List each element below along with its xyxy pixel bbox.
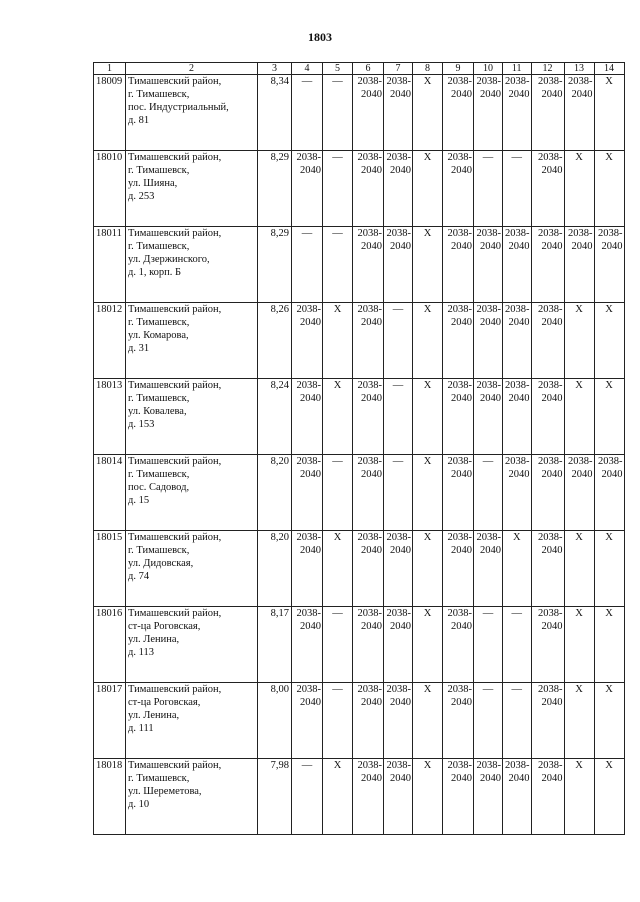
period-cell: — [384, 379, 413, 455]
column-header: 4 [292, 63, 323, 75]
period-cell: 2038-2040 [564, 455, 594, 531]
period-cell: 2038-2040 [443, 151, 474, 227]
address-line: Тимашевский район, [128, 532, 222, 543]
period-cell: X [413, 759, 443, 835]
period-cell: 2038-2040 [443, 455, 474, 531]
period-cell: 2038-2040 [531, 607, 564, 683]
column-header: 2 [126, 63, 258, 75]
period-cell: 2038-2040 [531, 227, 564, 303]
period-cell: 2038-2040 [292, 607, 323, 683]
address-cell [126, 683, 258, 759]
period-cell: 2038-2040 [353, 75, 384, 151]
period-cell: 2038-2040 [443, 531, 474, 607]
period-cell: 2038-2040 [531, 303, 564, 379]
address-line: г. Тимашевск, [128, 89, 190, 100]
period-cell: 2038-2040 [474, 531, 503, 607]
address-cell [126, 607, 258, 683]
period-cell: 2038-2040 [292, 455, 323, 531]
table-row [94, 455, 625, 531]
address-line: Тимашевский район, [128, 152, 222, 163]
period-cell: — [503, 607, 532, 683]
address-cell [126, 227, 258, 303]
column-header: 7 [384, 63, 413, 75]
period-cell: 2038-2040 [531, 455, 564, 531]
address-line: д. 15 [128, 495, 150, 506]
period-cell: 2038-2040 [594, 227, 624, 303]
period-cell: X [323, 759, 353, 835]
period-cell: X [564, 759, 594, 835]
period-cell: 2038-2040 [531, 151, 564, 227]
period-cell: 2038-2040 [384, 607, 413, 683]
period-cell: — [323, 227, 353, 303]
period-cell: 2038-2040 [353, 683, 384, 759]
period-cell: — [503, 683, 532, 759]
address-cell [126, 379, 258, 455]
period-cell: 2038-2040 [384, 531, 413, 607]
period-cell: X [564, 683, 594, 759]
address-line: д. 111 [128, 723, 154, 734]
row-number: 18010 [94, 151, 126, 227]
period-cell: 2038-2040 [503, 75, 532, 151]
period-cell: 2038-2040 [443, 683, 474, 759]
period-cell: X [413, 607, 443, 683]
period-cell: 2038-2040 [474, 303, 503, 379]
column-header: 10 [474, 63, 503, 75]
period-cell: 2038-2040 [474, 75, 503, 151]
page-number: 1803 [308, 30, 332, 44]
column-header: 6 [353, 63, 384, 75]
period-cell: — [292, 75, 323, 151]
address-cell [126, 151, 258, 227]
period-cell: 2038-2040 [594, 455, 624, 531]
value-cell: 8,34 [258, 75, 292, 151]
column-header: 9 [443, 63, 474, 75]
period-cell: — [292, 759, 323, 835]
period-cell: 2038-2040 [474, 759, 503, 835]
row-number: 18011 [94, 227, 126, 303]
period-cell: X [323, 379, 353, 455]
period-cell: 2038-2040 [531, 75, 564, 151]
address-line: ул. Комарова, [128, 330, 189, 341]
period-cell: 2038-2040 [384, 151, 413, 227]
value-cell: 8,17 [258, 607, 292, 683]
address-line: ст-ца Роговская, [128, 697, 201, 708]
address-line: д. 74 [128, 571, 150, 582]
column-header: 1 [94, 63, 126, 75]
address-line: г. Тимашевск, [128, 165, 190, 176]
address-cell [126, 759, 258, 835]
period-cell: X [564, 531, 594, 607]
address-line: ст-ца Роговская, [128, 621, 201, 632]
period-cell: 2038-2040 [503, 455, 532, 531]
period-cell: 2038-2040 [292, 531, 323, 607]
period-cell: X [594, 607, 624, 683]
period-cell: X [413, 379, 443, 455]
address-line: д. 31 [128, 343, 150, 354]
period-cell: X [594, 303, 624, 379]
period-cell: X [413, 303, 443, 379]
column-header: 12 [531, 63, 564, 75]
period-cell: 2038-2040 [353, 531, 384, 607]
row-number: 18013 [94, 379, 126, 455]
period-cell: 2038-2040 [353, 151, 384, 227]
address-cell [126, 75, 258, 151]
column-header: 13 [564, 63, 594, 75]
table-row [94, 303, 625, 379]
period-cell: 2038-2040 [531, 531, 564, 607]
address-line: Тимашевский район, [128, 684, 222, 695]
period-cell: X [413, 531, 443, 607]
period-cell: X [413, 455, 443, 531]
period-cell: — [503, 151, 532, 227]
address-line: д. 153 [128, 419, 155, 430]
address-line: Тимашевский район, [128, 608, 222, 619]
address-line: пос. Садовод, [128, 482, 190, 493]
address-line: Тимашевский район, [128, 456, 222, 467]
address-line: д. 113 [128, 647, 154, 658]
period-cell: 2038-2040 [353, 607, 384, 683]
period-cell: X [413, 227, 443, 303]
period-cell: 2038-2040 [564, 75, 594, 151]
period-cell: 2038-2040 [353, 455, 384, 531]
table-row [94, 379, 625, 455]
address-line: г. Тимашевск, [128, 773, 190, 784]
address-line: г. Тимашевск, [128, 469, 190, 480]
period-cell: — [474, 607, 503, 683]
period-cell: — [323, 683, 353, 759]
period-cell: X [323, 531, 353, 607]
period-cell: — [292, 227, 323, 303]
address-line: Тимашевский район, [128, 228, 222, 239]
address-line: ул. Ленина, [128, 710, 180, 721]
period-cell: 2038-2040 [443, 227, 474, 303]
value-cell: 8,29 [258, 227, 292, 303]
period-cell: 2038-2040 [384, 75, 413, 151]
period-cell: 2038-2040 [503, 759, 532, 835]
period-cell: 2038-2040 [443, 607, 474, 683]
value-cell: 8,24 [258, 379, 292, 455]
value-cell: 8,20 [258, 455, 292, 531]
address-line: г. Тимашевск, [128, 545, 190, 556]
period-cell: X [323, 303, 353, 379]
address-line: Тимашевский район, [128, 760, 222, 771]
address-line: ул. Ленина, [128, 634, 180, 645]
period-cell: X [413, 151, 443, 227]
address-line: ул. Ковалева, [128, 406, 187, 417]
period-cell: — [384, 455, 413, 531]
address-line: г. Тимашевск, [128, 241, 190, 252]
value-cell: 8,00 [258, 683, 292, 759]
period-cell: 2038-2040 [531, 759, 564, 835]
period-cell: — [384, 303, 413, 379]
period-cell: 2038-2040 [384, 683, 413, 759]
address-line: ул. Шереметова, [128, 786, 202, 797]
period-cell: 2038-2040 [503, 379, 532, 455]
address-cell [126, 531, 258, 607]
header-row [94, 63, 625, 75]
value-cell: 8,29 [258, 151, 292, 227]
table-row [94, 531, 625, 607]
period-cell: 2038-2040 [443, 759, 474, 835]
address-line: г. Тимашевск, [128, 393, 190, 404]
period-cell: 2038-2040 [292, 379, 323, 455]
row-number: 18009 [94, 75, 126, 151]
address-line: д. 10 [128, 799, 150, 810]
period-cell: X [564, 303, 594, 379]
period-cell: 2038-2040 [474, 227, 503, 303]
period-cell: 2038-2040 [353, 379, 384, 455]
address-line: Тимашевский район, [128, 380, 222, 391]
period-cell: 2038-2040 [531, 379, 564, 455]
period-cell: — [323, 151, 353, 227]
address-line: Тимашевский район, [128, 76, 222, 87]
period-cell: X [594, 151, 624, 227]
table-row [94, 759, 625, 835]
period-cell: X [503, 531, 532, 607]
value-cell: 8,26 [258, 303, 292, 379]
period-cell: X [594, 759, 624, 835]
table-row [94, 227, 625, 303]
row-number: 18018 [94, 759, 126, 835]
period-cell: 2038-2040 [474, 379, 503, 455]
column-header: 14 [594, 63, 624, 75]
address-line: ул. Шияна, [128, 178, 178, 189]
period-cell: 2038-2040 [353, 303, 384, 379]
period-cell: X [564, 379, 594, 455]
row-number: 18012 [94, 303, 126, 379]
period-cell: X [564, 607, 594, 683]
period-cell: X [413, 683, 443, 759]
period-cell: 2038-2040 [503, 227, 532, 303]
table-body [94, 75, 625, 835]
column-header: 8 [413, 63, 443, 75]
period-cell: 2038-2040 [353, 227, 384, 303]
row-number: 18017 [94, 683, 126, 759]
table-row [94, 75, 625, 151]
period-cell: X [594, 379, 624, 455]
period-cell: 2038-2040 [384, 759, 413, 835]
period-cell: X [564, 151, 594, 227]
row-number: 18014 [94, 455, 126, 531]
registry-table [93, 62, 625, 835]
column-header: 11 [503, 63, 532, 75]
period-cell: — [474, 455, 503, 531]
period-cell: X [594, 683, 624, 759]
column-header: 3 [258, 63, 292, 75]
address-line: ул. Дзержинского, [128, 254, 210, 265]
period-cell: 2038-2040 [384, 227, 413, 303]
period-cell: X [413, 75, 443, 151]
address-line: ул. Дидовская, [128, 558, 194, 569]
period-cell: 2038-2040 [353, 759, 384, 835]
period-cell: — [323, 607, 353, 683]
address-line: пос. Индустриальный, [128, 102, 229, 113]
period-cell: 2038-2040 [292, 683, 323, 759]
period-cell: 2038-2040 [443, 379, 474, 455]
period-cell: 2038-2040 [292, 151, 323, 227]
period-cell: — [323, 75, 353, 151]
row-number: 18015 [94, 531, 126, 607]
address-line: д. 81 [128, 115, 150, 126]
period-cell: 2038-2040 [443, 303, 474, 379]
period-cell: X [594, 531, 624, 607]
row-number: 18016 [94, 607, 126, 683]
period-cell: 2038-2040 [531, 683, 564, 759]
period-cell: 2038-2040 [292, 303, 323, 379]
period-cell: X [594, 75, 624, 151]
address-line: Тимашевский район, [128, 304, 222, 315]
address-cell [126, 303, 258, 379]
period-cell: 2038-2040 [564, 227, 594, 303]
period-cell: 2038-2040 [503, 303, 532, 379]
table-row [94, 683, 625, 759]
address-line: д. 1, корп. Б [128, 267, 182, 278]
value-cell: 7,98 [258, 759, 292, 835]
address-line: г. Тимашевск, [128, 317, 190, 328]
period-cell: 2038-2040 [443, 75, 474, 151]
address-cell [126, 455, 258, 531]
address-line: д. 253 [128, 191, 155, 202]
column-header: 5 [323, 63, 353, 75]
period-cell: — [474, 683, 503, 759]
period-cell: — [474, 151, 503, 227]
period-cell: — [323, 455, 353, 531]
table-row [94, 151, 625, 227]
value-cell: 8,20 [258, 531, 292, 607]
table-row [94, 607, 625, 683]
